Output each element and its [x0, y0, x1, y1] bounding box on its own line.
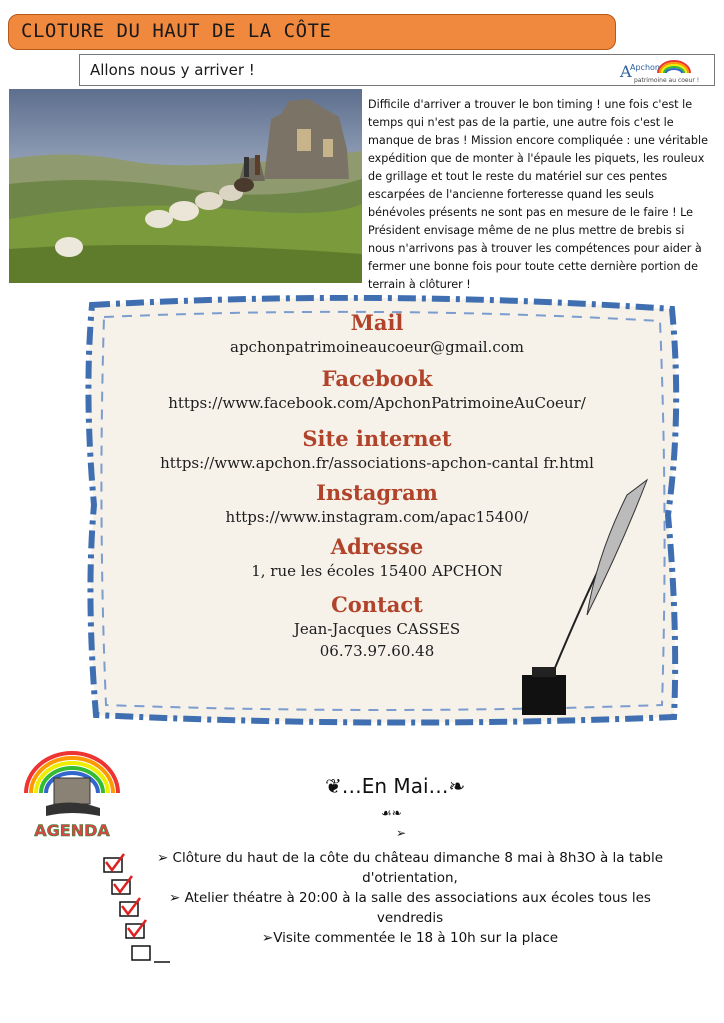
agenda-logo-text: AGENDA	[34, 821, 110, 840]
agenda-title	[325, 774, 465, 798]
address-text: 1, rue les écoles 15400 APCHON	[251, 562, 503, 580]
subtitle-box	[79, 54, 715, 86]
contact-block	[92, 310, 662, 662]
facebook-link[interactable]: https://www.facebook.com/ApchonPatrimoineAuCoeur/	[168, 394, 586, 412]
logo-top-text: Apchon	[630, 63, 660, 72]
title-bar	[8, 14, 616, 50]
scroll-right-icon: ❧	[448, 774, 466, 798]
agenda-title-text: …En Mai…	[341, 774, 449, 798]
page-title: CLOTURE DU HAUT DE LA CÔTE	[21, 20, 332, 42]
agenda-list	[140, 848, 680, 948]
mail-heading: Mail	[350, 310, 404, 335]
instagram-heading: Instagram	[316, 480, 438, 505]
ornament-icon: ☙❧	[381, 806, 402, 820]
arrow-bullet-icon: ➢	[396, 826, 407, 840]
site-link[interactable]: https://www.apchon.fr/associations-apchon-cantal fr.html	[160, 454, 594, 472]
facebook-heading: Facebook	[321, 366, 433, 391]
contact-phone[interactable]: 06.73.97.60.48	[319, 642, 435, 660]
agenda-item: ➢ Atelier théatre à 20:00 à la salle des associations aux écoles tous les vendredis	[169, 890, 651, 926]
instagram-link[interactable]: https://www.instagram.com/apac15400/	[225, 508, 529, 526]
article-text: Difficile d'arriver a trouver le bon timing ! une fois c'est le temps qui n'est pas de la partie, une autre fois c'est le manque de bras ! Mission encore compliquée : une véritable expédition que de monter à l'épaule les piquets, les rouleux de grillage et tout le reste du matériel sur ces pentes escarpées de l'ancienne forteresse quand les seuls bénévoles présents ne sont pas en mesure de le faire ! Le Président envisage même de ne plus mettre de brebis si nous n'arrivons pas à trouver les compétences pour aider à fermer une bonne fois pour toute cette dernière portion de terrain à clôturer !	[368, 98, 708, 291]
castle-ruins-photo	[9, 89, 362, 283]
agenda-logo	[16, 738, 128, 844]
agenda-item: ➢Visite commentée le 18 à 10h sur la place	[261, 930, 559, 946]
page-subtitle: Allons nous y arriver !	[90, 61, 255, 79]
address-heading: Adresse	[330, 534, 424, 559]
apchon-logo	[614, 57, 706, 85]
svg-text:A: A	[620, 62, 632, 81]
agenda-item: ➢ Clôture du haut de la côte du château dimanche 8 mai à 8h3O à la table d'otrientation,	[156, 850, 664, 886]
contact-name: Jean-Jacques CASSES	[293, 620, 461, 638]
contact-heading: Contact	[331, 592, 423, 617]
logo-bottom-text: patrimoine au coeur !	[634, 77, 700, 84]
scroll-left-icon: ❦	[325, 774, 342, 798]
site-heading: Site internet	[302, 426, 452, 451]
mail-address[interactable]: apchonpatrimoineaucoeur@gmail.com	[230, 338, 524, 356]
